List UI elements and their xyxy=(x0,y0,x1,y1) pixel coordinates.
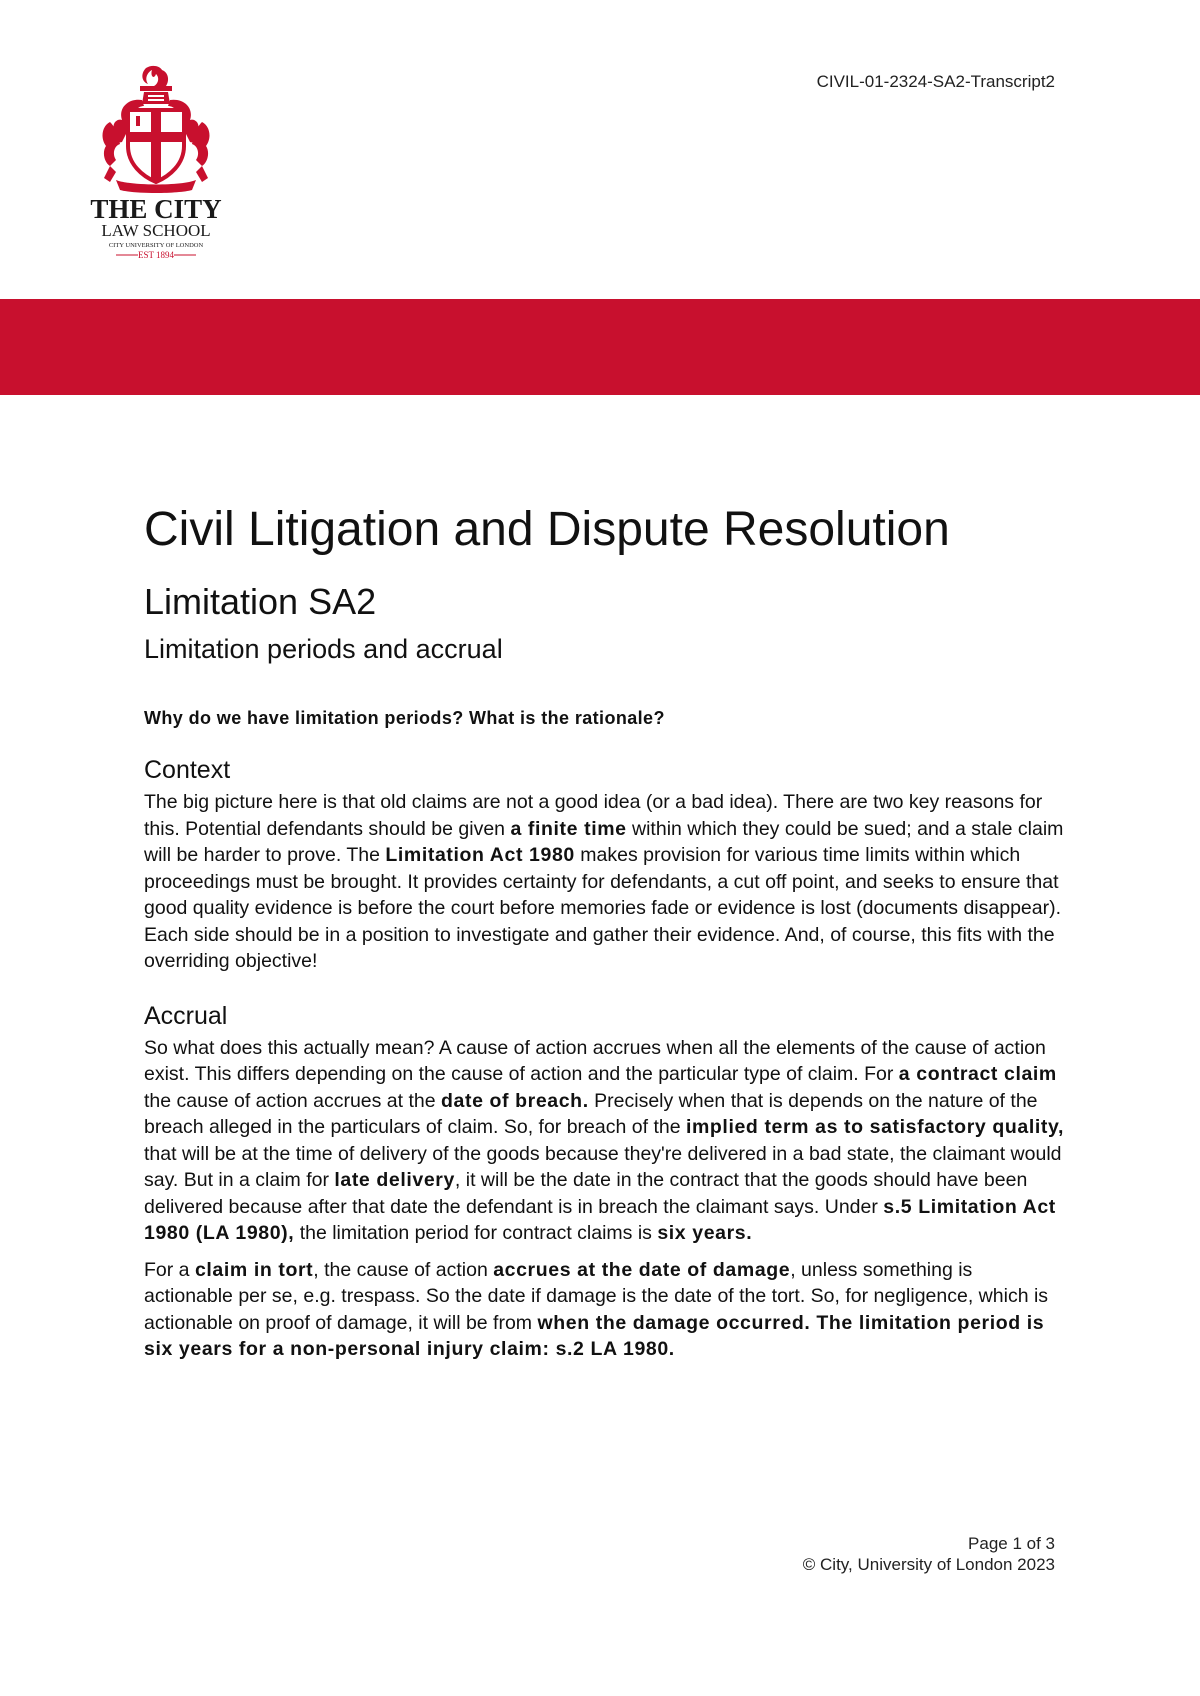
crest-icon xyxy=(80,60,230,260)
svg-text:LAW SCHOOL: LAW SCHOOL xyxy=(101,221,211,240)
document-code: CIVIL-01-2324-SA2-Transcript2 xyxy=(816,72,1055,91)
page-number: Page 1 of 3 xyxy=(968,1534,1055,1553)
context-heading: Context xyxy=(144,756,231,784)
document-title: Civil Litigation and Dispute Resolution xyxy=(144,503,950,556)
rationale-question: Why do we have limitation periods? What is the rationale? xyxy=(144,708,665,728)
document-body xyxy=(144,500,1064,1363)
module-title: Limitation SA2 xyxy=(144,581,377,622)
city-law-school-logo xyxy=(80,60,230,260)
document-subtitle: Limitation periods and accrual xyxy=(144,634,503,664)
accrual-paragraph-contract: So what does this actually mean? A cause of action accrues when all the elements of the cause of action exist. This differs depending on the cause of action and the particular type of claim. For a contract claim the cause of action accrues at the date of breach. Precisely when that is depends on the nature of the breach alleged in the particulars of claim. So, for breach of the implied term as to satisfactory quality, that will be at the time of delivery of the goods because they're delivered in a bad state, the claimant would say. But in a claim for late delivery, it will be the date in the contract that the goods should have been delivered because after that date the defendant is in breach the claimant says. Under s.5 Limitation Act 1980 (LA 1980), the limitation period for contract claims is six years. xyxy=(144,1036,1064,1244)
svg-text:THE CITY: THE CITY xyxy=(90,194,222,224)
header-band xyxy=(0,299,1200,395)
svg-text:EST 1894: EST 1894 xyxy=(137,250,175,260)
accrual-heading: Accrual xyxy=(144,1001,228,1030)
accrual-paragraph-tort: For a claim in tort, the cause of action accrues at the date of damage, unless something is actionable per se, e.g. trespass. So the date if damage is the date of the tort. So, for negligence, which is actionable on proof of damage, it will be from when the damage occurred. The limitation period is six years for a non-personal injury claim: s.2 LA 1980. xyxy=(144,1258,1049,1360)
page-footer xyxy=(803,1533,1055,1575)
svg-text:CITY UNIVERSITY OF LONDON: CITY UNIVERSITY OF LONDON xyxy=(108,242,204,249)
copyright-notice: © City, University of London 2023 xyxy=(802,1555,1055,1574)
context-paragraph: The big picture here is that old claims are not a good idea (or a bad idea). There are two key reasons for this. Potential defendants should be given a finite time within which they could be sued; and a stale claim will be harder to prove. The Limitation Act 1980 makes provision for various time limits within which proceedings must be brought. It provides certainty for defendants, a cut off point, and seeks to ensure that good quality evidence is before the court before memories fade or evidence is lost (documents disappear). Each side should be in a position to investigate and gather their evidence. And, of course, this fits with the overriding objective! xyxy=(144,791,1064,972)
